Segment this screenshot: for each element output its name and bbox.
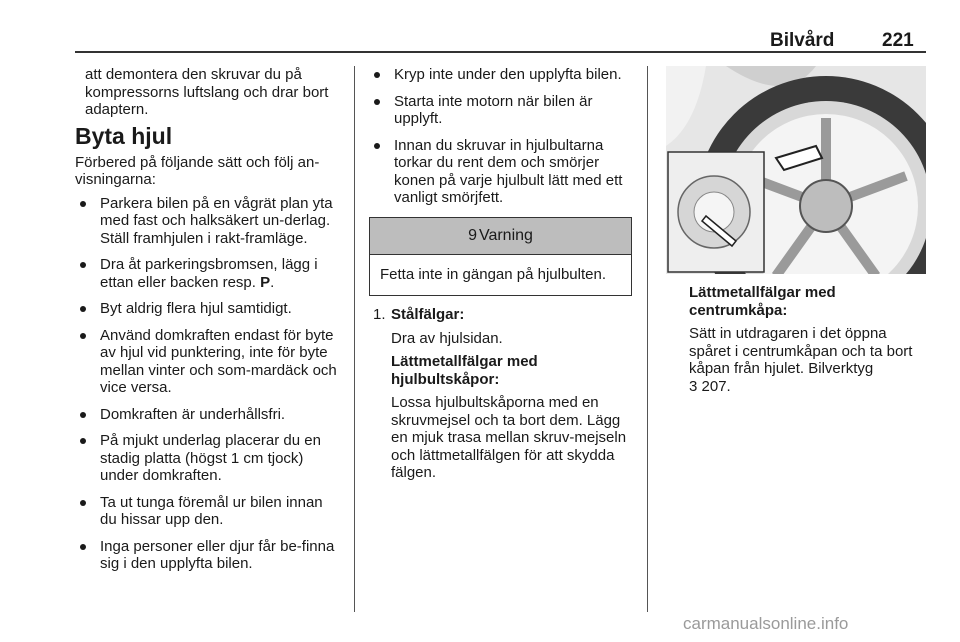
- list-item: Parkera bilen på en vågrät plan yta med fast och halksäkert un-derlag. Ställ framhjulen i rakt-framläge.: [75, 195, 343, 248]
- figure-subtitle: Lättmetallfälgar med centrumkåpa:: [689, 284, 836, 319]
- bullet-icon: [80, 201, 86, 207]
- bullet-icon: [374, 72, 380, 78]
- wheel-image: [666, 66, 926, 274]
- column-divider-right: [647, 66, 648, 612]
- bullet-icon: [80, 262, 86, 268]
- bullet-icon: [80, 438, 86, 444]
- step-number: 1.: [373, 306, 386, 323]
- step-1: [369, 306, 632, 482]
- column-2: [369, 66, 632, 488]
- bullet-icon: [80, 500, 86, 506]
- reference-arrow-icon: 3: [689, 377, 698, 395]
- column-1: [75, 66, 343, 582]
- bullet-icon: [80, 412, 86, 418]
- column-divider-left: [354, 66, 355, 612]
- list-item: Kryp inte under den upplyfta bilen.: [369, 66, 632, 84]
- watermark: carmanualsonline.info: [683, 614, 849, 633]
- warning-text: Fetta inte in gängan på hjulbulten.: [380, 265, 607, 283]
- intro-text: att demontera den skruvar du på kompressorns luftslang och drar bort adaptern.: [85, 66, 329, 118]
- list-item: Innan du skruvar in hjulbultarna torkar du rent dem och smörjer konen på varje hjulbult lätt med ett vanligt smörjfett.: [369, 137, 632, 207]
- warning-title: Varning: [478, 226, 533, 244]
- warning-icon: 9: [468, 226, 477, 244]
- page-number: 221: [882, 30, 914, 51]
- column-3: [689, 284, 929, 395]
- bullet-icon: [374, 143, 380, 149]
- step-text: Dra av hjulsidan.: [391, 329, 503, 347]
- figure-text: Sätt in utdragaren i det öppna spåret i centrumkåpan och ta bort kåpan från hjulet. Bilverktyg 3 207.: [689, 325, 913, 395]
- list-item: På mjukt underlag placerar du en stadig platta (högst 1 cm tjock) under domkraften.: [75, 432, 343, 485]
- header-rule: [75, 51, 926, 53]
- bullet-icon: [80, 333, 86, 339]
- reference-page: 207.: [701, 377, 731, 395]
- bullet-list-1: [75, 195, 343, 573]
- step-title: Stålfälgar:: [391, 306, 465, 323]
- warning-header: [370, 218, 631, 255]
- list-item: Starta inte motorn när bilen är upplyft.: [369, 93, 632, 128]
- bullet-list-2: [369, 66, 632, 207]
- step-subtitle: Lättmetallfälgar med hjulbultskåpor:: [391, 353, 538, 388]
- warning-box: [369, 217, 632, 297]
- list-item: Byt aldrig flera hjul samtidigt.: [75, 300, 343, 318]
- section-heading: Byta hjul: [75, 122, 173, 149]
- list-item: Inga personer eller djur får be-finna sig i den upplyfta bilen.: [75, 538, 343, 573]
- bullet-icon: [80, 306, 86, 312]
- lead-text: Förbered på följande sätt och följ an-visningarna:: [75, 153, 320, 188]
- section-title: Bilvård: [770, 30, 835, 51]
- list-item: Domkraften är underhållsfri.: [75, 406, 343, 424]
- bullet-icon: [80, 544, 86, 550]
- list-item: Ta ut tunga föremål ur bilen innan du hissar upp den.: [75, 494, 343, 529]
- step-text: Lossa hjulbultskåporna med en skruvmejsel och ta bort dem. Lägg en mjuk trasa mellan skruv-mejseln och lättmetallfälgen för att skydda fälgen.: [391, 394, 627, 481]
- bullet-icon: [374, 99, 380, 105]
- list-item: Använd domkraften endast för byte av hjul vid punktering, inte för byte mellan vinter och som-mardäck och vice versa.: [75, 327, 343, 397]
- wheel-illustration: [666, 66, 926, 274]
- list-item: Dra åt parkeringsbromsen, lägg i ettan eller backen resp. P.: [75, 256, 343, 291]
